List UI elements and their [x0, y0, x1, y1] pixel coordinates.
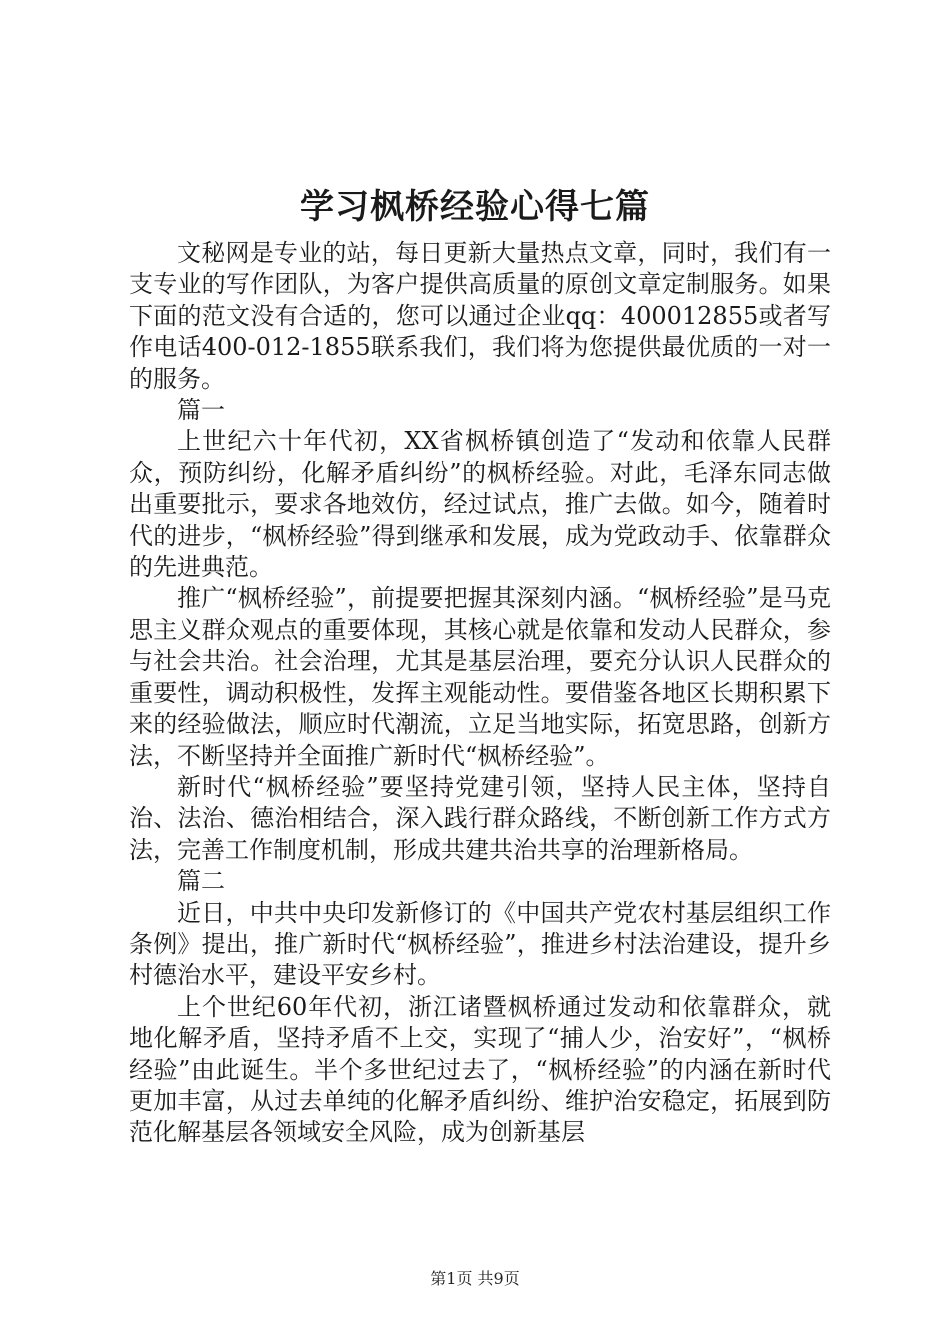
section-heading-1: 篇一 [177, 396, 225, 425]
paragraph: 近日，中共中央印发新修订的《中国共产党农村基层组织工作条例》提出，推广新时代“枫桥经验”，推进乡村法治建设，提升乡村德治水平，建设平安乡村。 [129, 898, 831, 990]
document-body [129, 238, 831, 1149]
paragraph: 上个世纪60年代初，浙江诸暨枫桥通过发动和依靠群众，就地化解矛盾，坚持矛盾不上交，实现了“捕人少，治安好”，“枫桥经验”由此诞生。半个多世纪过去了，“枫桥经验”的内涵在新时代更加丰富，从过去单纯的化解矛盾纠纷、维护治安稳定，拓展到防范化解基层各领域安全风险，成为创新基层 [129, 992, 831, 1147]
paragraph: 上世纪六十年代初，XX省枫桥镇创造了“发动和依靠人民群众，预防纠纷，化解矛盾纠纷”的枫桥经验。对此，毛泽东同志做出重要批示，要求各地效仿，经过试点，推广去做。如今，随着时代的进步，“枫桥经验”得到继承和发展，成为党政动手、依靠群众的先进典范。 [129, 427, 831, 582]
paragraph: 推广“枫桥经验”，前提要把握其深刻内涵。“枫桥经验”是马克思主义群众观点的重要体现，其核心就是依靠和发动人民群众，参与社会共治。社会治理，尤其是基层治理，要充分认识人民群众的重要性，调动积极性，发挥主观能动性。要借鉴各地区长期积累下来的经验做法，顺应时代潮流，立足当地实际，拓宽思路，创新方法，不断坚持并全面推广新时代“枫桥经验”。 [129, 584, 831, 770]
section-heading-2: 篇二 [177, 867, 225, 896]
intro-paragraph: 文秘网是专业的站，每日更新大量热点文章，同时，我们有一支专业的写作团队，为客户提供高质量的原创文章定制服务。如果下面的范文没有合适的，您可以通过企业qq：400012855或者写作电话400-012-1855联系我们，我们将为您提供最优质的一对一的服务。 [129, 239, 831, 393]
page-number-footer: 第1页 共9页 [430, 1269, 520, 1288]
paragraph: 新时代“枫桥经验”要坚持党建引领，坚持人民主体，坚持自治、法治、德治相结合，深入践行群众路线，不断创新工作方式方法，完善工作制度机制，形成共建共治共享的治理新格局。 [129, 772, 831, 864]
document-title: 学习枫桥经验心得七篇 [300, 187, 650, 227]
